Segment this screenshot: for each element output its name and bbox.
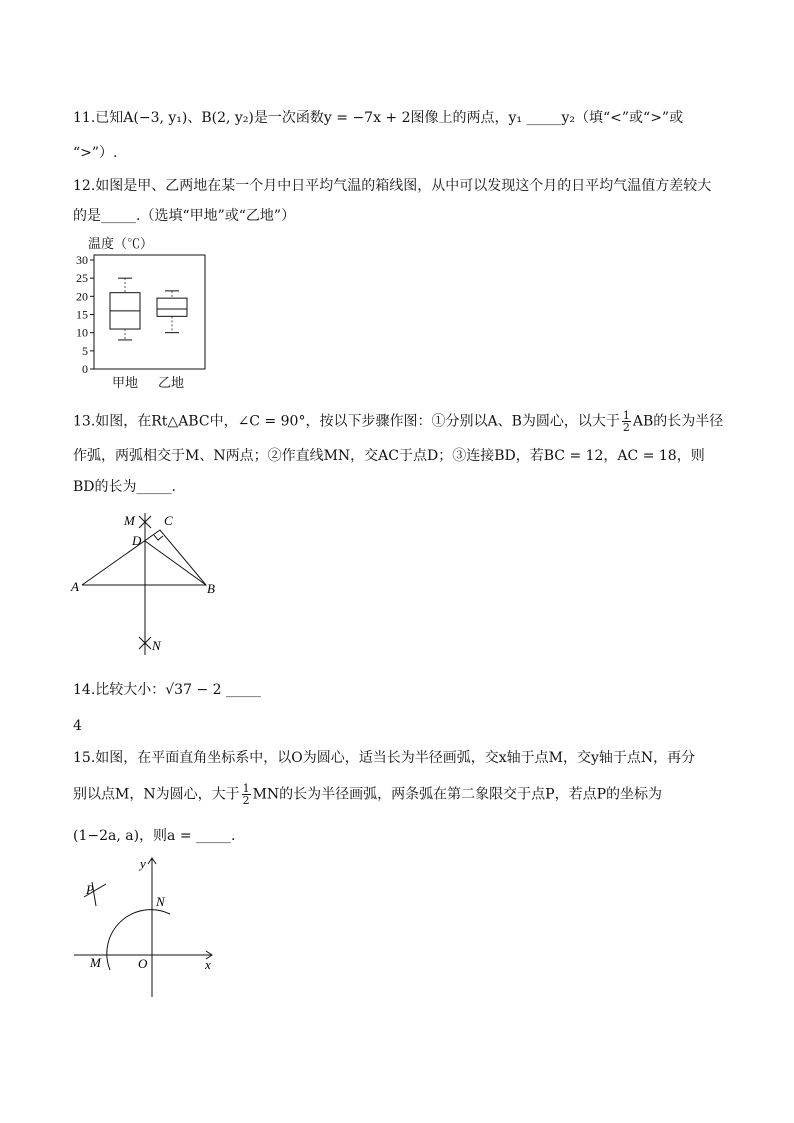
q15-fraction (242, 783, 251, 806)
q12-ytick-label-25: 25 (76, 271, 88, 286)
q15-label-P: P (86, 882, 94, 897)
q13-frac-num: 1 (622, 409, 630, 422)
q12-ytick-label-5: 5 (82, 343, 88, 358)
q12-xlabel-1: 乙地 (158, 375, 185, 390)
q13-label-D: D (132, 533, 142, 548)
q15-line1: 15.如图，在平面直角坐标系中，以O为圆心，适当长为半径画弧，交x轴于点M，交y轴于点N，再分 (73, 750, 696, 766)
q15-line2 (73, 783, 662, 806)
q13-label-A: A (71, 579, 79, 594)
q13-label-B: B (207, 581, 215, 596)
q12-box-1 (157, 291, 187, 333)
q13-fraction (622, 410, 631, 433)
q15-label-M: M (90, 955, 101, 970)
q12-box-0 (110, 278, 140, 340)
q15-label-N: N (156, 894, 165, 909)
q15-frac-num: 1 (242, 782, 250, 795)
q12-ylabel: 温度（℃） (88, 236, 154, 251)
q13-text-b: AB的长为半径 (632, 413, 724, 430)
q15-label-x: x (205, 957, 211, 972)
q13-line3: BD的长为_____. (73, 479, 176, 495)
q14-line2: 4 (73, 718, 82, 734)
q12-ytick-label-0: 0 (82, 362, 88, 376)
q13-figure (66, 505, 226, 665)
q12-iqr-box (157, 298, 187, 316)
q11-line2: “>”）. (73, 145, 118, 161)
q13-label-C: C (164, 513, 173, 528)
q13-line2: 作弧，两弧相交于M、N两点；②作直线MN，交AC于点D；③连接BD，若BC = 12，AC = 18，则 (73, 448, 705, 464)
q12-ytick-label-20: 20 (76, 289, 88, 304)
q12-ytick-label-10: 10 (76, 325, 88, 340)
q12-boxes (110, 278, 187, 340)
q12-line2: 的是_____.（选填“甲地”或“乙地”） (73, 208, 296, 224)
q12-xlabel-0: 甲地 (112, 375, 139, 390)
q12-ytick-label-15: 15 (76, 307, 88, 322)
q15-figure (70, 852, 230, 1002)
q15-frac-den: 2 (242, 794, 250, 807)
q15-label-O: O (138, 956, 148, 971)
q15-text-a: 别以点M，N为圆心，大于 (73, 786, 240, 803)
q14-line1: 14.比较大小：√37 − 2 _____ (73, 682, 261, 698)
q13-frac-den: 2 (622, 421, 630, 434)
q13-label-M: M (124, 513, 135, 528)
q11-line1: 11.已知A(−3, y₁)、B(2, y₂)是一次函数y = −7x + 2图像上的两点，y₁ _____y₂（填“<”或“>”或 (73, 110, 684, 126)
q12-y-axis (76, 253, 94, 376)
q15-label-y: y (140, 856, 146, 871)
q13-text-a: 13.如图，在Rt△ABC中，∠C = 90°，按以下步骤作图：①分别以A、B为圆心，以大于 (73, 413, 620, 430)
q12-line1: 12.如图是甲、乙两地在某一个月中日平均气温的箱线图，从中可以发现这个月的日平均气温值方差较大 (73, 178, 712, 194)
q13-label-N: N (152, 638, 161, 653)
q12-boxplot (70, 232, 220, 394)
q12-ytick-label-30: 30 (76, 253, 88, 267)
q13-line1 (73, 410, 723, 433)
q15-line3: (1−2a, a)，则a = _____. (73, 828, 236, 844)
q15-text-b: MN的长为半径画弧，两条弧在第二象限交于点P，若点P的坐标为 (252, 786, 663, 803)
